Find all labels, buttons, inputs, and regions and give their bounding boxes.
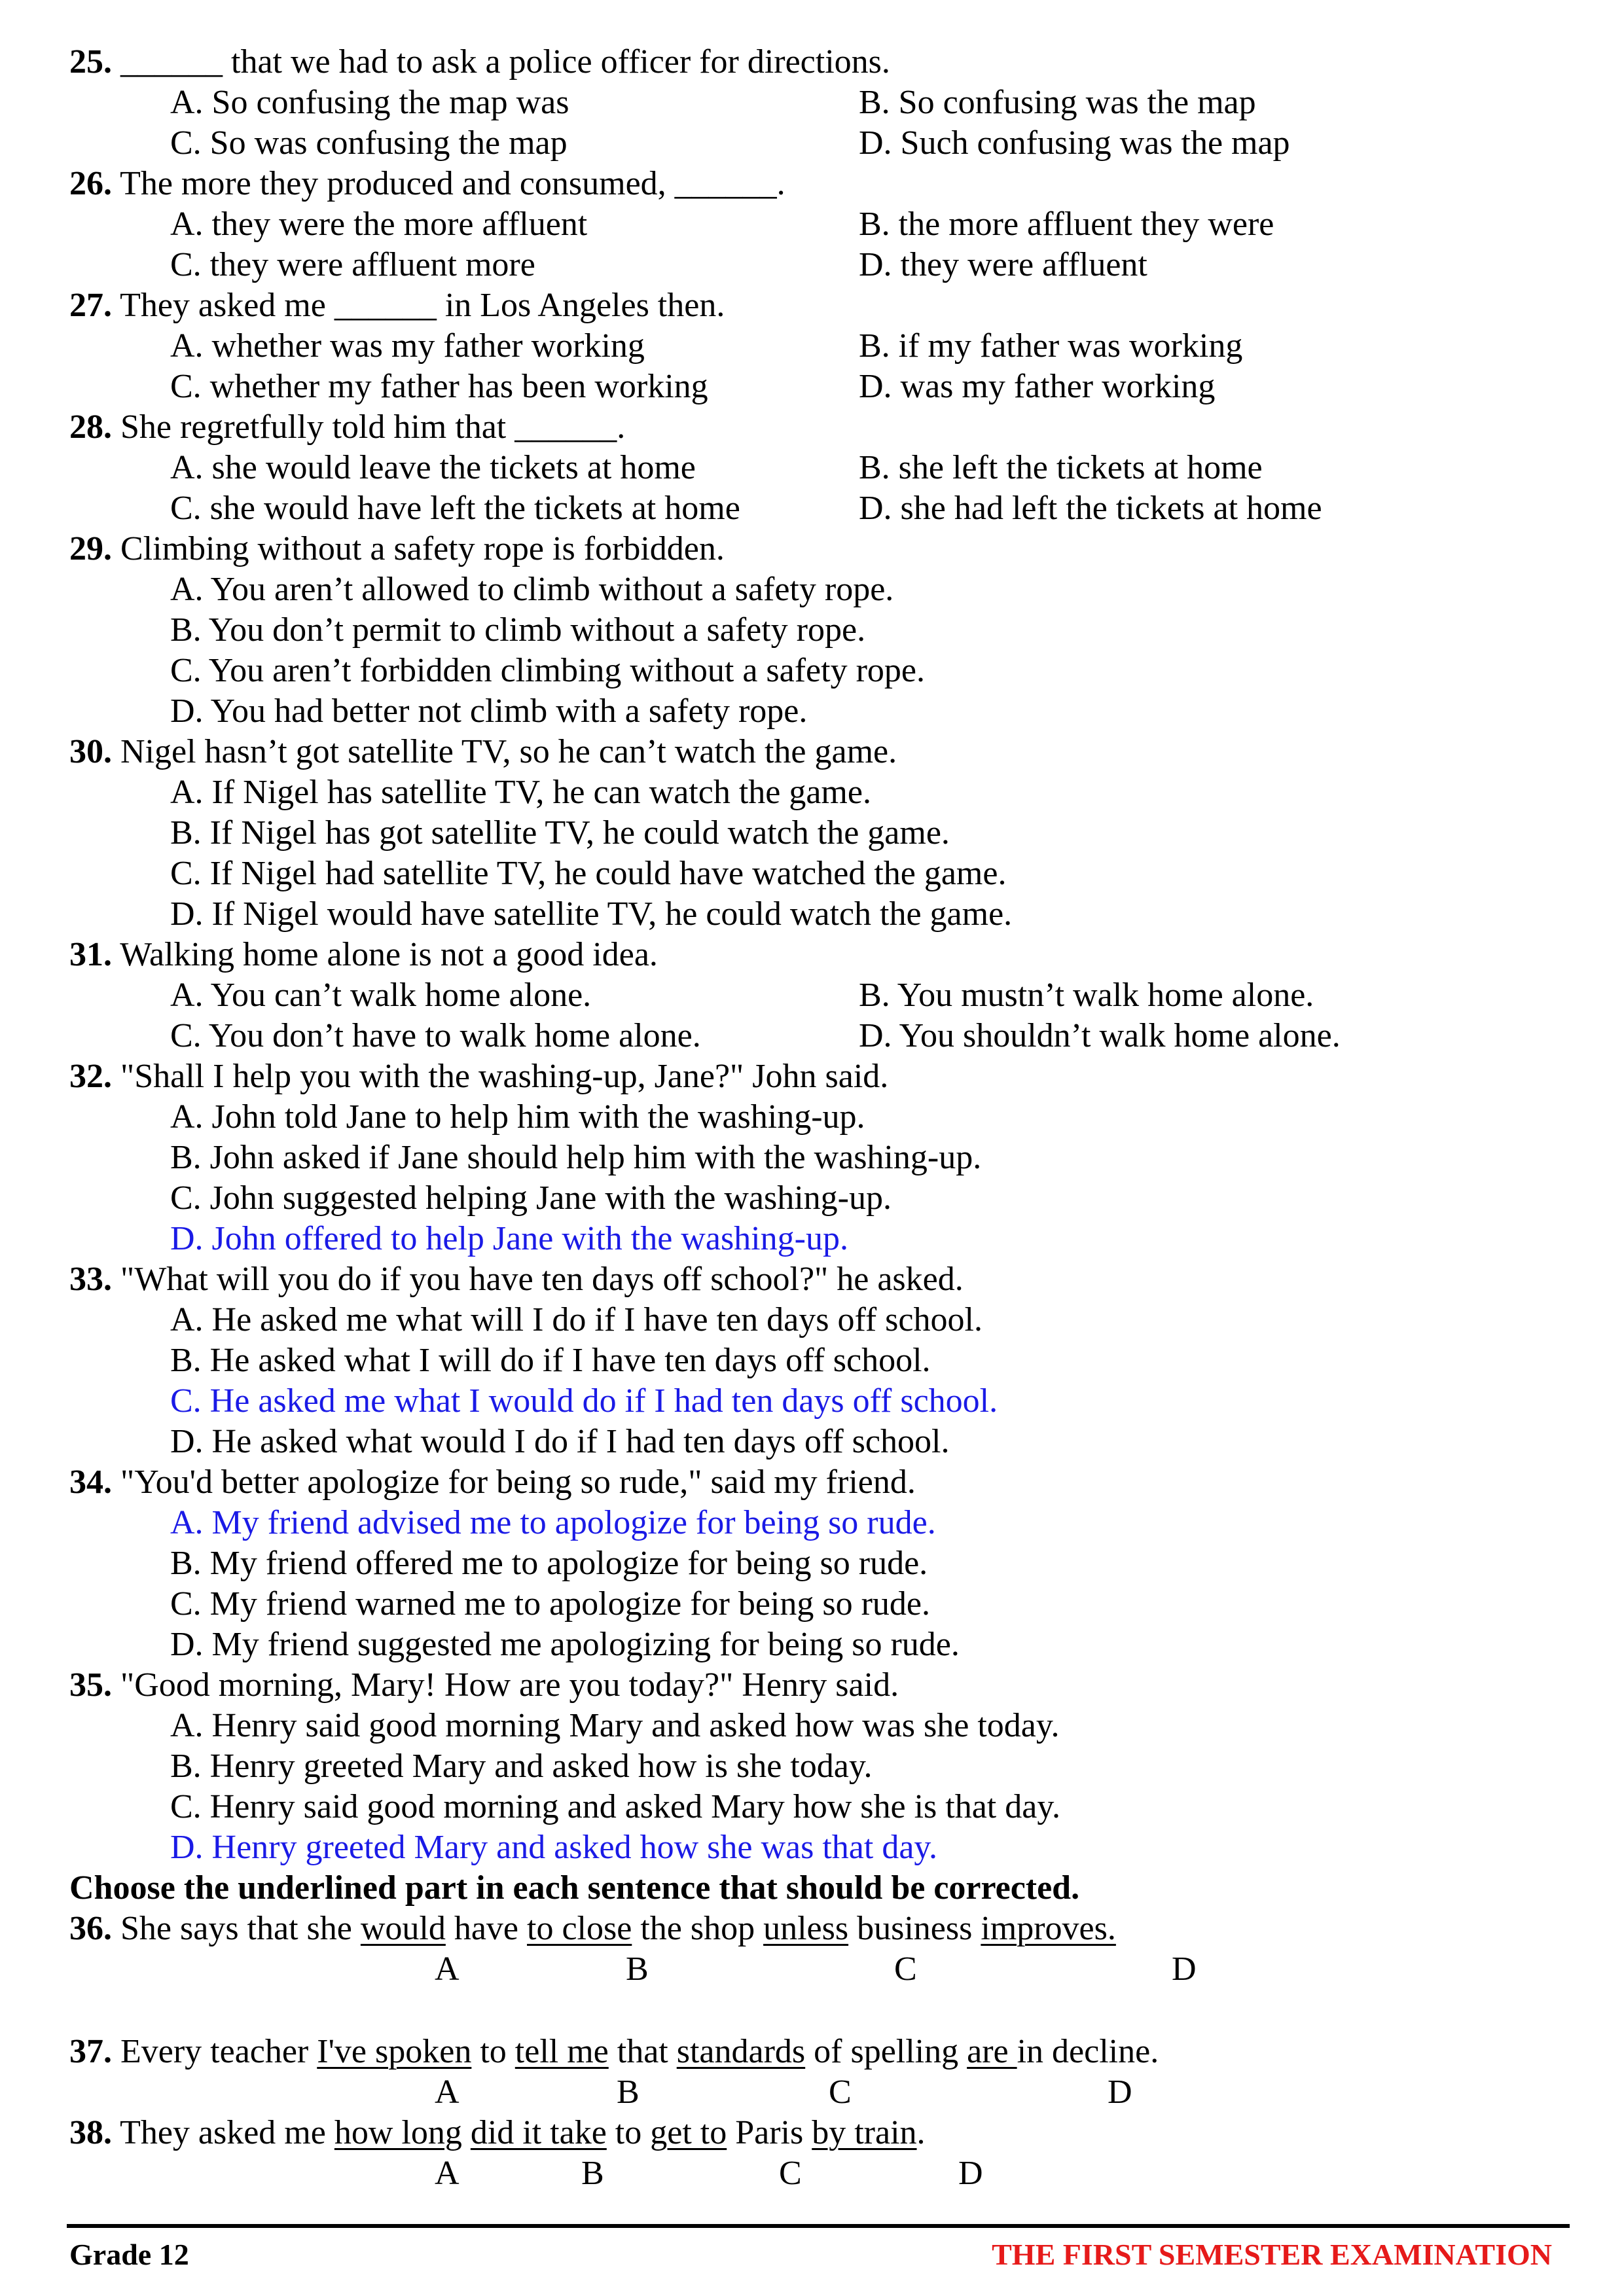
option-a-answer: A. My friend advised me to apologize for being so rude. [170, 1504, 936, 1541]
text-segment: She says that she [120, 1910, 361, 1947]
question-26 [69, 164, 785, 204]
question-38 [69, 2113, 926, 2153]
option-c: C. My friend warned me to apologize for being so rude. [170, 1585, 931, 1623]
question-stem: ______ that we had to ask a police officer for directions. [120, 43, 890, 81]
underlined-part-b: did it take [470, 2114, 607, 2151]
option-b: B. You mustn’t walk home alone. [859, 977, 1314, 1014]
question-27 [69, 285, 725, 326]
question-stem: "Good morning, Mary! How are you today?" Henry said. [120, 1666, 899, 1704]
question-stem: They asked me ______ in Los Angeles then. [120, 287, 725, 324]
underlined-part-d: improves. [981, 1910, 1116, 1947]
question-35 [69, 1665, 899, 1706]
question-28 [69, 407, 625, 448]
underlined-part-d: are [967, 2033, 1017, 2070]
underlined-part-a: would [360, 1910, 446, 1947]
option-d: D. My friend suggested me apologizing for being so rude. [170, 1626, 960, 1663]
question-stem: She regretfully told him that ______. [120, 408, 626, 446]
option-c: C. You don’t have to walk home alone. [170, 1017, 701, 1054]
question-37 [69, 2032, 1159, 2072]
text-segment: the shop [632, 1910, 764, 1947]
option-c: C. whether my father has been working [170, 368, 708, 405]
question-number: 25. [69, 43, 112, 81]
question-stem: Walking home alone is not a good idea. [120, 936, 658, 973]
label-d: D [958, 2155, 983, 2192]
option-c: C. If Nigel had satellite TV, he could have watched the game. [170, 855, 1007, 892]
option-d: D. she had left the tickets at home [859, 490, 1322, 527]
question-number: 31. [69, 936, 112, 973]
text-segment: have [445, 1910, 528, 1947]
option-d: D. was my father working [859, 368, 1216, 405]
option-a: A. she would leave the tickets at home [170, 449, 696, 486]
text-segment: to [606, 2114, 651, 2151]
option-b: B. Henry greeted Mary and asked how is she today. [170, 1748, 873, 1785]
question-36 [69, 1909, 1116, 1949]
text-segment: Paris [727, 2114, 812, 2151]
question-number: 36. [69, 1910, 112, 1947]
text-segment: in decline. [1017, 2033, 1159, 2070]
question-number: 34. [69, 1463, 112, 1501]
label-b: B [581, 2155, 604, 2192]
label-c: C [829, 2073, 852, 2111]
option-a: A. Henry said good morning Mary and asked how was she today. [170, 1707, 1060, 1744]
option-b: B. if my father was working [859, 327, 1243, 365]
option-a: A. John told Jane to help him with the washing-up. [170, 1098, 865, 1136]
question-number: 35. [69, 1666, 112, 1704]
option-d: D. Such confusing was the map [859, 124, 1290, 162]
option-a: A. You can’t walk home alone. [170, 977, 592, 1014]
footer-exam-title: THE FIRST SEMESTER EXAMINATION [992, 2238, 1552, 2271]
question-number: 30. [69, 733, 112, 770]
question-stem: "You'd better apologize for being so rude," said my friend. [120, 1463, 916, 1501]
text-segment: Every teacher [120, 2033, 317, 2070]
option-d-answer: D. John offered to help Jane with the washing-up. [170, 1220, 848, 1257]
underlined-part-c: unless [763, 1910, 849, 1947]
label-c: C [779, 2155, 802, 2192]
footer-grade: Grade 12 [69, 2238, 189, 2271]
section-heading: Choose the underlined part in each sentence that should be corrected. [69, 1869, 1080, 1907]
underlined-part-b: to close [527, 1910, 632, 1947]
text-segment: to [471, 2033, 515, 2070]
text-segment [462, 2114, 471, 2151]
question-stem: The more they produced and consumed, ______. [120, 165, 785, 202]
option-d: D. You had better not climb with a safety rope. [170, 692, 808, 730]
option-a: A. whether was my father working [170, 327, 645, 365]
option-a: A. So confusing the map was [170, 84, 569, 121]
question-number: 32. [69, 1058, 112, 1095]
question-25 [69, 42, 890, 82]
question-number: 26. [69, 165, 112, 202]
label-d: D [1108, 2073, 1132, 2111]
option-b: B. John asked if Jane should help him with the washing-up. [170, 1139, 982, 1176]
option-b: B. she left the tickets at home [859, 449, 1263, 486]
question-stem: Nigel hasn’t got satellite TV, so he can’t watch the game. [120, 733, 897, 770]
option-c: C. Henry said good morning and asked Mary how she is that day. [170, 1788, 1060, 1825]
option-b: B. If Nigel has got satellite TV, he could watch the game. [170, 814, 950, 852]
option-a: A. He asked me what will I do if I have ten days off school. [170, 1301, 983, 1338]
option-c-answer: C. He asked me what I would do if I had ten days off school. [170, 1382, 998, 1420]
option-a: A. You aren’t allowed to climb without a safety rope. [170, 571, 894, 608]
underlined-part-a: I've spoken [317, 2033, 472, 2070]
question-number: 33. [69, 1261, 112, 1298]
text-segment: that [608, 2033, 677, 2070]
option-b: B. My friend offered me to apologize for being so rude. [170, 1545, 928, 1582]
option-d: D. You shouldn’t walk home alone. [859, 1017, 1341, 1054]
underlined-part-b: tell me [514, 2033, 609, 2070]
option-c: C. they were affluent more [170, 246, 535, 283]
option-b: B. So confusing was the map [859, 84, 1256, 121]
question-number: 38. [69, 2114, 112, 2151]
question-stem: "What will you do if you have ten days off school?" he asked. [120, 1261, 964, 1298]
question-34 [69, 1462, 916, 1503]
question-30 [69, 732, 897, 772]
option-a: A. they were the more affluent [170, 206, 588, 243]
question-number: 29. [69, 530, 112, 567]
option-b: B. the more affluent they were [859, 206, 1274, 243]
question-number: 37. [69, 2033, 112, 2070]
label-d: D [1172, 1950, 1197, 1988]
label-b: B [626, 1950, 649, 1988]
text-segment: of spelling [805, 2033, 967, 2070]
underlined-part-c: standards [676, 2033, 806, 2070]
text-segment: . [916, 2114, 926, 2151]
underlined-part-c: get to [650, 2114, 727, 2151]
underlined-part-a: how long [334, 2114, 462, 2151]
option-b: B. You don’t permit to climb without a safety rope. [170, 611, 866, 649]
option-c: C. she would have left the tickets at home [170, 490, 740, 527]
option-d: D. He asked what would I do if I had ten days off school. [170, 1423, 950, 1460]
option-c: C. You aren’t forbidden climbing without a safety rope. [170, 652, 925, 689]
label-a: A [435, 2073, 460, 2111]
footer-divider [67, 2224, 1570, 2228]
label-a: A [435, 2155, 460, 2192]
option-d-answer: D. Henry greeted Mary and asked how she was that day. [170, 1829, 938, 1866]
underlined-part-d: by train [812, 2114, 917, 2151]
label-b: B [617, 2073, 640, 2111]
text-segment: business [848, 1910, 981, 1947]
option-d: D. they were affluent [859, 246, 1147, 283]
option-c: C. So was confusing the map [170, 124, 568, 162]
question-number: 27. [69, 287, 112, 324]
question-number: 28. [69, 408, 112, 446]
option-b: B. He asked what I will do if I have ten days off school. [170, 1342, 931, 1379]
option-a: A. If Nigel has satellite TV, he can watch the game. [170, 774, 871, 811]
question-stem: Climbing without a safety rope is forbidden. [120, 530, 725, 567]
question-stem: "Shall I help you with the washing-up, Jane?" John said. [120, 1058, 889, 1095]
option-d: D. If Nigel would have satellite TV, he could watch the game. [170, 895, 1013, 933]
label-c: C [894, 1950, 917, 1988]
label-a: A [435, 1950, 460, 1988]
text-segment: They asked me [120, 2114, 334, 2151]
question-31 [69, 935, 658, 975]
option-c: C. John suggested helping Jane with the washing-up. [170, 1179, 892, 1217]
question-29 [69, 529, 725, 569]
question-32 [69, 1056, 888, 1097]
question-33 [69, 1259, 964, 1300]
